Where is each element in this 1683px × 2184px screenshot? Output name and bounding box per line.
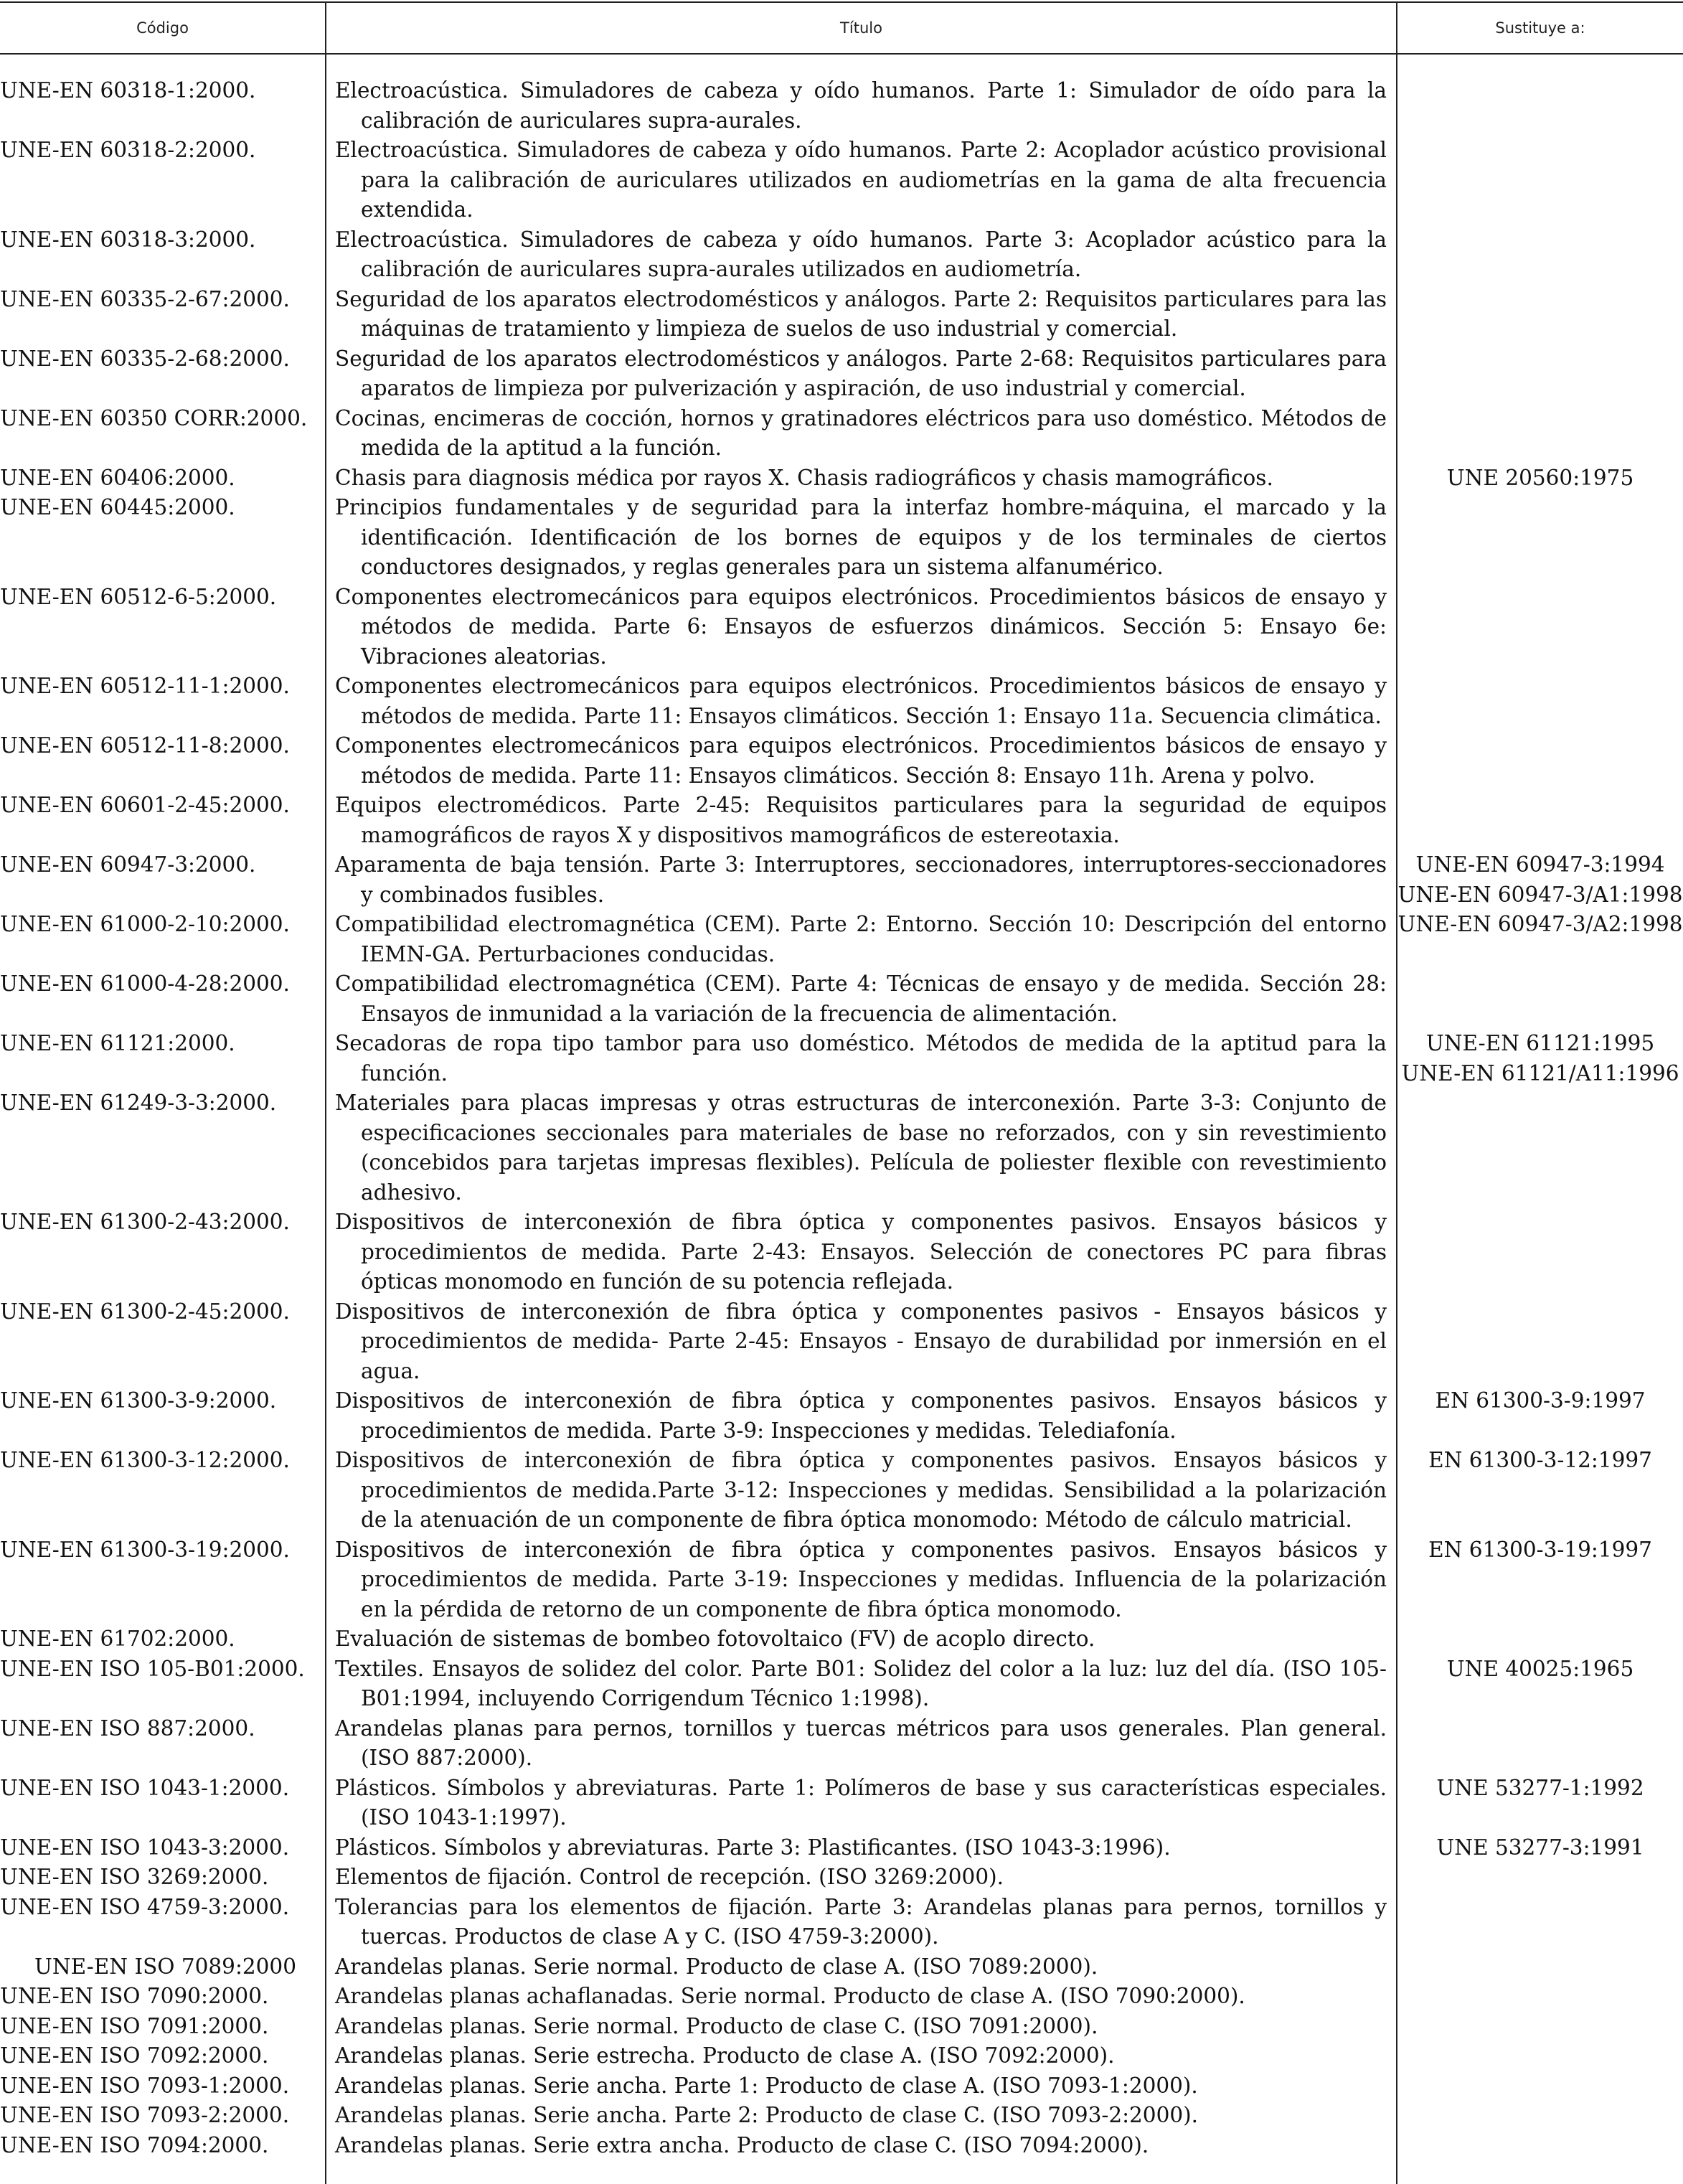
replaces-cell: [1397, 1446, 1683, 1476]
standard-code: UNE-EN 61000-2-10:2000.: [0, 912, 290, 936]
table-row: [0, 583, 1683, 672]
standard-code: UNE-EN ISO 7094:2000.: [0, 2132, 269, 2157]
standard-code: UNE-EN ISO 105-B01:2000.: [0, 1656, 305, 1681]
standard-title: Tolerancias para los elementos de fijación. Parte 3: Arandelas planas para pernos, tornillos y tuercas. Productos de clase A y C. (ISO 4759-3:2000).: [335, 1894, 1387, 1949]
standard-code: UNE-EN ISO 7090:2000.: [0, 1984, 269, 2008]
table-row: [0, 1863, 1683, 1893]
header-codigo: Código: [136, 19, 189, 37]
standard-title: Electroacústica. Simuladores de cabeza y oído humanos. Parte 3: Acoplador acústico para la calibración de auriculares supra-aurales utilizados en audiometría.: [335, 227, 1387, 281]
standard-code: UNE-EN 60512-11-8:2000.: [0, 733, 290, 758]
standard-code: UNE-EN ISO 7091:2000.: [0, 2013, 269, 2038]
standard-code: UNE-EN 60318-3:2000.: [0, 227, 256, 252]
table-row: [0, 1774, 1683, 1833]
header-titulo: Título: [840, 19, 882, 37]
standard-title: Chasis para diagnosis médica por rayos X. Chasis radiográficos y chasis mamográficos.: [335, 465, 1273, 490]
table-row: [0, 910, 1683, 969]
table-row: [0, 2041, 1683, 2071]
table-row: [0, 1952, 1683, 1982]
table-row: [0, 672, 1683, 731]
standard-code: UNE-EN ISO 1043-3:2000.: [0, 1835, 290, 1860]
standard-code: UNE-EN 60318-1:2000.: [0, 78, 256, 103]
replaced-standard: EN 61300-3-12:1997: [1428, 1448, 1652, 1472]
table-row: [0, 1714, 1683, 1774]
standard-title: Electroacústica. Simuladores de cabeza y oído humanos. Parte 1: Simulador de oído para la calibración de auriculares supra-aurales.: [335, 78, 1387, 133]
standard-title: Arandelas planas. Serie normal. Producto de clase A. (ISO 7089:2000).: [335, 1954, 1098, 1979]
table-row: [0, 791, 1683, 850]
standard-title: Dispositivos de interconexión de fibra óptica y componentes pasivos. Ensayos básicos y procedimientos de medida.Parte 3-12: Inspecciones y medidas. Sensibilidad a la polarización de la atenuación de un componente de fibra óptica monomodo: Método de cálculo matricial.: [335, 1448, 1387, 1532]
standard-code: UNE-EN ISO 1043-1:2000.: [0, 1775, 290, 1800]
table-row: [0, 1982, 1683, 2012]
table-row: [0, 463, 1683, 494]
header-bottom-rule: [0, 53, 1683, 55]
standard-title: Aparamenta de baja tensión. Parte 3: Interruptores, seccionadores, interruptores-seccionadores y combinados fusibles.: [335, 852, 1387, 907]
standard-title: Seguridad de los aparatos electrodomésticos y análogos. Parte 2-68: Requisitos particulares para aparatos de limpieza por pulverización y aspiración, de uso industrial y comercial.: [335, 346, 1387, 400]
standard-title: Plásticos. Símbolos y abreviaturas. Parte 1: Polímeros de base y sus características especiales. (ISO 1043-1:1997).: [335, 1775, 1387, 1830]
replaced-standard: UNE 20560:1975: [1446, 465, 1634, 490]
table-row: [0, 1088, 1683, 1208]
standard-code: UNE-EN 60318-2:2000.: [0, 138, 256, 162]
table-row: [0, 1893, 1683, 1952]
standard-code: UNE-EN 61300-3-19:2000.: [0, 1537, 290, 1562]
standard-title: Arandelas planas. Serie estrecha. Producto de clase A. (ISO 7092:2000).: [335, 2043, 1115, 2068]
standard-title: Arandelas planas achaflanadas. Serie normal. Producto de clase A. (ISO 7090:2000).: [335, 1984, 1245, 2008]
standard-code: UNE-EN 60947-3:2000.: [0, 852, 256, 877]
standard-code: UNE-EN 60512-11-1:2000.: [0, 674, 290, 698]
standard-code: UNE-EN 60512-6-5:2000.: [0, 584, 277, 609]
replaced-standard: UNE-EN 61121:1995: [1425, 1031, 1655, 1055]
standard-code: UNE-EN 61702:2000.: [0, 1627, 235, 1651]
table-row: [0, 1029, 1683, 1088]
replaces-cell: [1397, 1029, 1683, 1088]
standard-code: UNE-EN ISO 4759-3:2000.: [0, 1894, 290, 1919]
standard-code: UNE-EN 61300-3-9:2000.: [0, 1388, 277, 1413]
replaces-cell: [1397, 1774, 1683, 1804]
table-row: [0, 1624, 1683, 1655]
standard-title: Elementos de fijación. Control de recepción. (ISO 3269:2000).: [335, 1865, 1004, 1889]
standard-title: Compatibilidad electromagnética (CEM). Parte 4: Técnicas de ensayo y de medida. Sección 28: Ensayos de inmunidad a la variación de la frecuencia de alimentación.: [335, 971, 1387, 1026]
replaces-cell: [1397, 463, 1683, 494]
replaced-standard: UNE-EN 60947-3:1994: [1415, 852, 1665, 877]
table-row: [0, 344, 1683, 404]
standard-code: UNE-EN 60350 CORR:2000.: [0, 405, 308, 430]
replaced-standard: UNE 40025:1965: [1446, 1656, 1634, 1681]
replaced-standard: UNE-EN 61121/A11:1996: [1401, 1060, 1679, 1086]
standard-title: Materiales para placas impresas y otras estructuras de interconexión. Parte 3-3: Conjunto de especificaciones seccionales para materiales de base no reforzados, con y sin revestimiento (concebidos para tarjetas impresas flexibles). Película de poliester flexible con revestimiento adhesivo.: [335, 1091, 1387, 1205]
table-row: [0, 2071, 1683, 2101]
replaces-cell: [1397, 1655, 1683, 1685]
standard-code: UNE-EN 60445:2000.: [0, 495, 235, 519]
replaced-standard: UNE-EN 60947-3/A2:1998: [1397, 912, 1683, 936]
standard-title: Seguridad de los aparatos electrodomésticos y análogos. Parte 2: Requisitos particulares para las máquinas de tratamiento y limpieza de suelos de uso industrial y comercial.: [335, 286, 1387, 341]
table-row: [0, 225, 1683, 285]
standard-code: UNE-EN 61000-4-28:2000.: [0, 971, 290, 996]
table-row: [0, 2012, 1683, 2042]
replaced-standard: EN 61300-3-19:1997: [1428, 1537, 1652, 1562]
standard-code: UNE-EN 60406:2000.: [0, 465, 235, 490]
standard-code: UNE-EN 61300-2-43:2000.: [0, 1210, 290, 1234]
standard-title: Secadoras de ropa tipo tambor para uso doméstico. Métodos de medida de la aptitud para la función.: [335, 1031, 1387, 1086]
standard-title: Componentes electromecánicos para equipos electrónicos. Procedimientos básicos de ensayo y métodos de medida. Parte 6: Ensayos de esfuerzos dinámicos. Sección 5: Ensayo 6e: Vibraciones aleatorias.: [335, 584, 1387, 669]
replaced-standard: UNE 53277-1:1992: [1436, 1775, 1644, 1800]
standard-title: Compatibilidad electromagnética (CEM). Parte 2: Entorno. Sección 10: Descripción del entorno IEMN-GA. Perturbaciones conducidas.: [335, 912, 1387, 966]
table-row: [0, 2101, 1683, 2131]
standard-title: Dispositivos de interconexión de fibra óptica y componentes pasivos - Ensayos básicos y procedimientos de medida- Parte 2-45: Ensayos - Ensayo de durabilidad por inmersión en el agua.: [335, 1299, 1387, 1383]
replaced-standard: UNE 53277-3:1991: [1436, 1835, 1644, 1860]
standard-title: Arandelas planas. Serie normal. Producto de clase C. (ISO 7091:2000).: [335, 2013, 1098, 2038]
table-row: [0, 1655, 1683, 1714]
table-row: [0, 76, 1683, 136]
replaces-cell: [1397, 1535, 1683, 1566]
standard-code: UNE-EN 61121:2000.: [0, 1031, 235, 1055]
table-row: [0, 285, 1683, 344]
standard-title: Arandelas planas. Serie extra ancha. Producto de clase C. (ISO 7094:2000).: [335, 2132, 1149, 2157]
standard-title: Componentes electromecánicos para equipos electrónicos. Procedimientos básicos de ensayo y métodos de medida. Parte 11: Ensayos climáticos. Sección 8: Ensayo 11h. Arena y polvo.: [335, 733, 1387, 788]
replaced-standard: EN 61300-3-9:1997: [1435, 1388, 1646, 1413]
standard-code: UNE-EN ISO 7093-2:2000.: [0, 2103, 290, 2127]
standard-code: UNE-EN ISO 7089:2000: [34, 1954, 296, 1979]
standard-title: Evaluación de sistemas de bombeo fotovoltaico (FV) de acoplo directo.: [335, 1627, 1095, 1651]
table-row: [0, 1833, 1683, 1863]
standard-title: Plásticos. Símbolos y abreviaturas. Parte 3: Plastificantes. (ISO 1043-3:1996).: [335, 1835, 1171, 1860]
replaced-standard: UNE-EN 60947-3/A1:1998: [1397, 882, 1683, 907]
standard-title: Cocinas, encimeras de cocción, hornos y gratinadores eléctricos para uso doméstico. Métodos de medida de la aptitud a la función.: [335, 405, 1387, 460]
replaces-cell: [1397, 1833, 1683, 1863]
table-row: [0, 731, 1683, 791]
standard-title: Electroacústica. Simuladores de cabeza y oído humanos. Parte 2: Acoplador acústico provisional para la calibración de auriculares utilizados en audiometrías en la gama de alta frecuencia extendida.: [335, 138, 1387, 222]
standard-code: UNE-EN 61300-2-45:2000.: [0, 1299, 290, 1324]
table-row: [0, 2131, 1683, 2161]
standard-title: Componentes electromecánicos para equipos electrónicos. Procedimientos básicos de ensayo y métodos de medida. Parte 11: Ensayos climáticos. Sección 1: Ensayo 11a. Secuencia climática.: [335, 674, 1387, 728]
table-body: [0, 76, 1683, 2160]
standard-code: UNE-EN 60601-2-45:2000.: [0, 793, 290, 817]
standard-code: UNE-EN ISO 887:2000.: [0, 1715, 255, 1741]
standard-title: Equipos electromédicos. Parte 2-45: Requisitos particulares para la seguridad de equipos mamográficos de rayos X y dispositivos mamográficos de estereotaxia.: [335, 793, 1387, 847]
standard-title: Textiles. Ensayos de solidez del color. Parte B01: Solidez del color a la luz: luz del día. (ISO 105-B01:1994, incluyendo Corrigendum Técnico 1:1998).: [335, 1656, 1387, 1710]
standard-code: UNE-EN 61300-3-12:2000.: [0, 1448, 290, 1472]
standard-code: UNE-EN ISO 3269:2000.: [0, 1865, 269, 1889]
standard-code: UNE-EN 60335-2-67:2000.: [0, 286, 290, 311]
table-row: [0, 136, 1683, 225]
table-row: [0, 1535, 1683, 1625]
table-row: [0, 1446, 1683, 1535]
header-sustituye: Sustituye a:: [1495, 19, 1585, 37]
standard-title: Dispositivos de interconexión de fibra óptica y componentes pasivos. Ensayos básicos y procedimientos de medida. Parte 3-9: Inspecciones y medidas. Telediafonía.: [335, 1388, 1387, 1443]
standard-code: UNE-EN ISO 7092:2000.: [0, 2043, 269, 2068]
standard-title: Dispositivos de interconexión de fibra óptica y componentes pasivos. Ensayos básicos y procedimientos de medida. Parte 3-19: Inspecciones y medidas. Influencia de la polarización en la pérdida de retorno de un componente de fibra óptica monomodo.: [335, 1537, 1387, 1621]
table-row: [0, 969, 1683, 1029]
standard-title: Arandelas planas para pernos, tornillos y tuercas métricos para usos generales. Plan general. (ISO 887:2000).: [335, 1715, 1387, 1770]
standard-title: Dispositivos de interconexión de fibra óptica y componentes pasivos. Ensayos básicos y procedimientos de medida. Parte 2-43: Ensayos. Selección de conectores PC para fibras ópticas monomodo en función de su potencia reflejada.: [335, 1210, 1387, 1294]
table-row: [0, 1386, 1683, 1446]
table-row: [0, 404, 1683, 463]
standard-title: Arandelas planas. Serie ancha. Parte 1: Producto de clase A. (ISO 7093-1:2000).: [335, 2073, 1198, 2098]
standard-title: Arandelas planas. Serie ancha. Parte 2: Producto de clase C. (ISO 7093-2:2000).: [335, 2103, 1199, 2127]
table-row: [0, 1297, 1683, 1387]
table-row: [0, 493, 1683, 583]
standard-code: UNE-EN 60335-2-68:2000.: [0, 346, 290, 371]
table-row: [0, 1208, 1683, 1297]
standard-title: Principios fundamentales y de seguridad para la interfaz hombre-máquina, el marcado y la identificación. Identificación de los bornes de equipos y de los terminales de ciertos conductores designados, y reglas generales para un sistema alfanumérico.: [335, 495, 1387, 579]
replaces-cell: [1397, 1386, 1683, 1416]
standard-code: UNE-EN ISO 7093-1:2000.: [0, 2073, 290, 2098]
standard-code: UNE-EN 61249-3-3:2000.: [0, 1091, 277, 1115]
